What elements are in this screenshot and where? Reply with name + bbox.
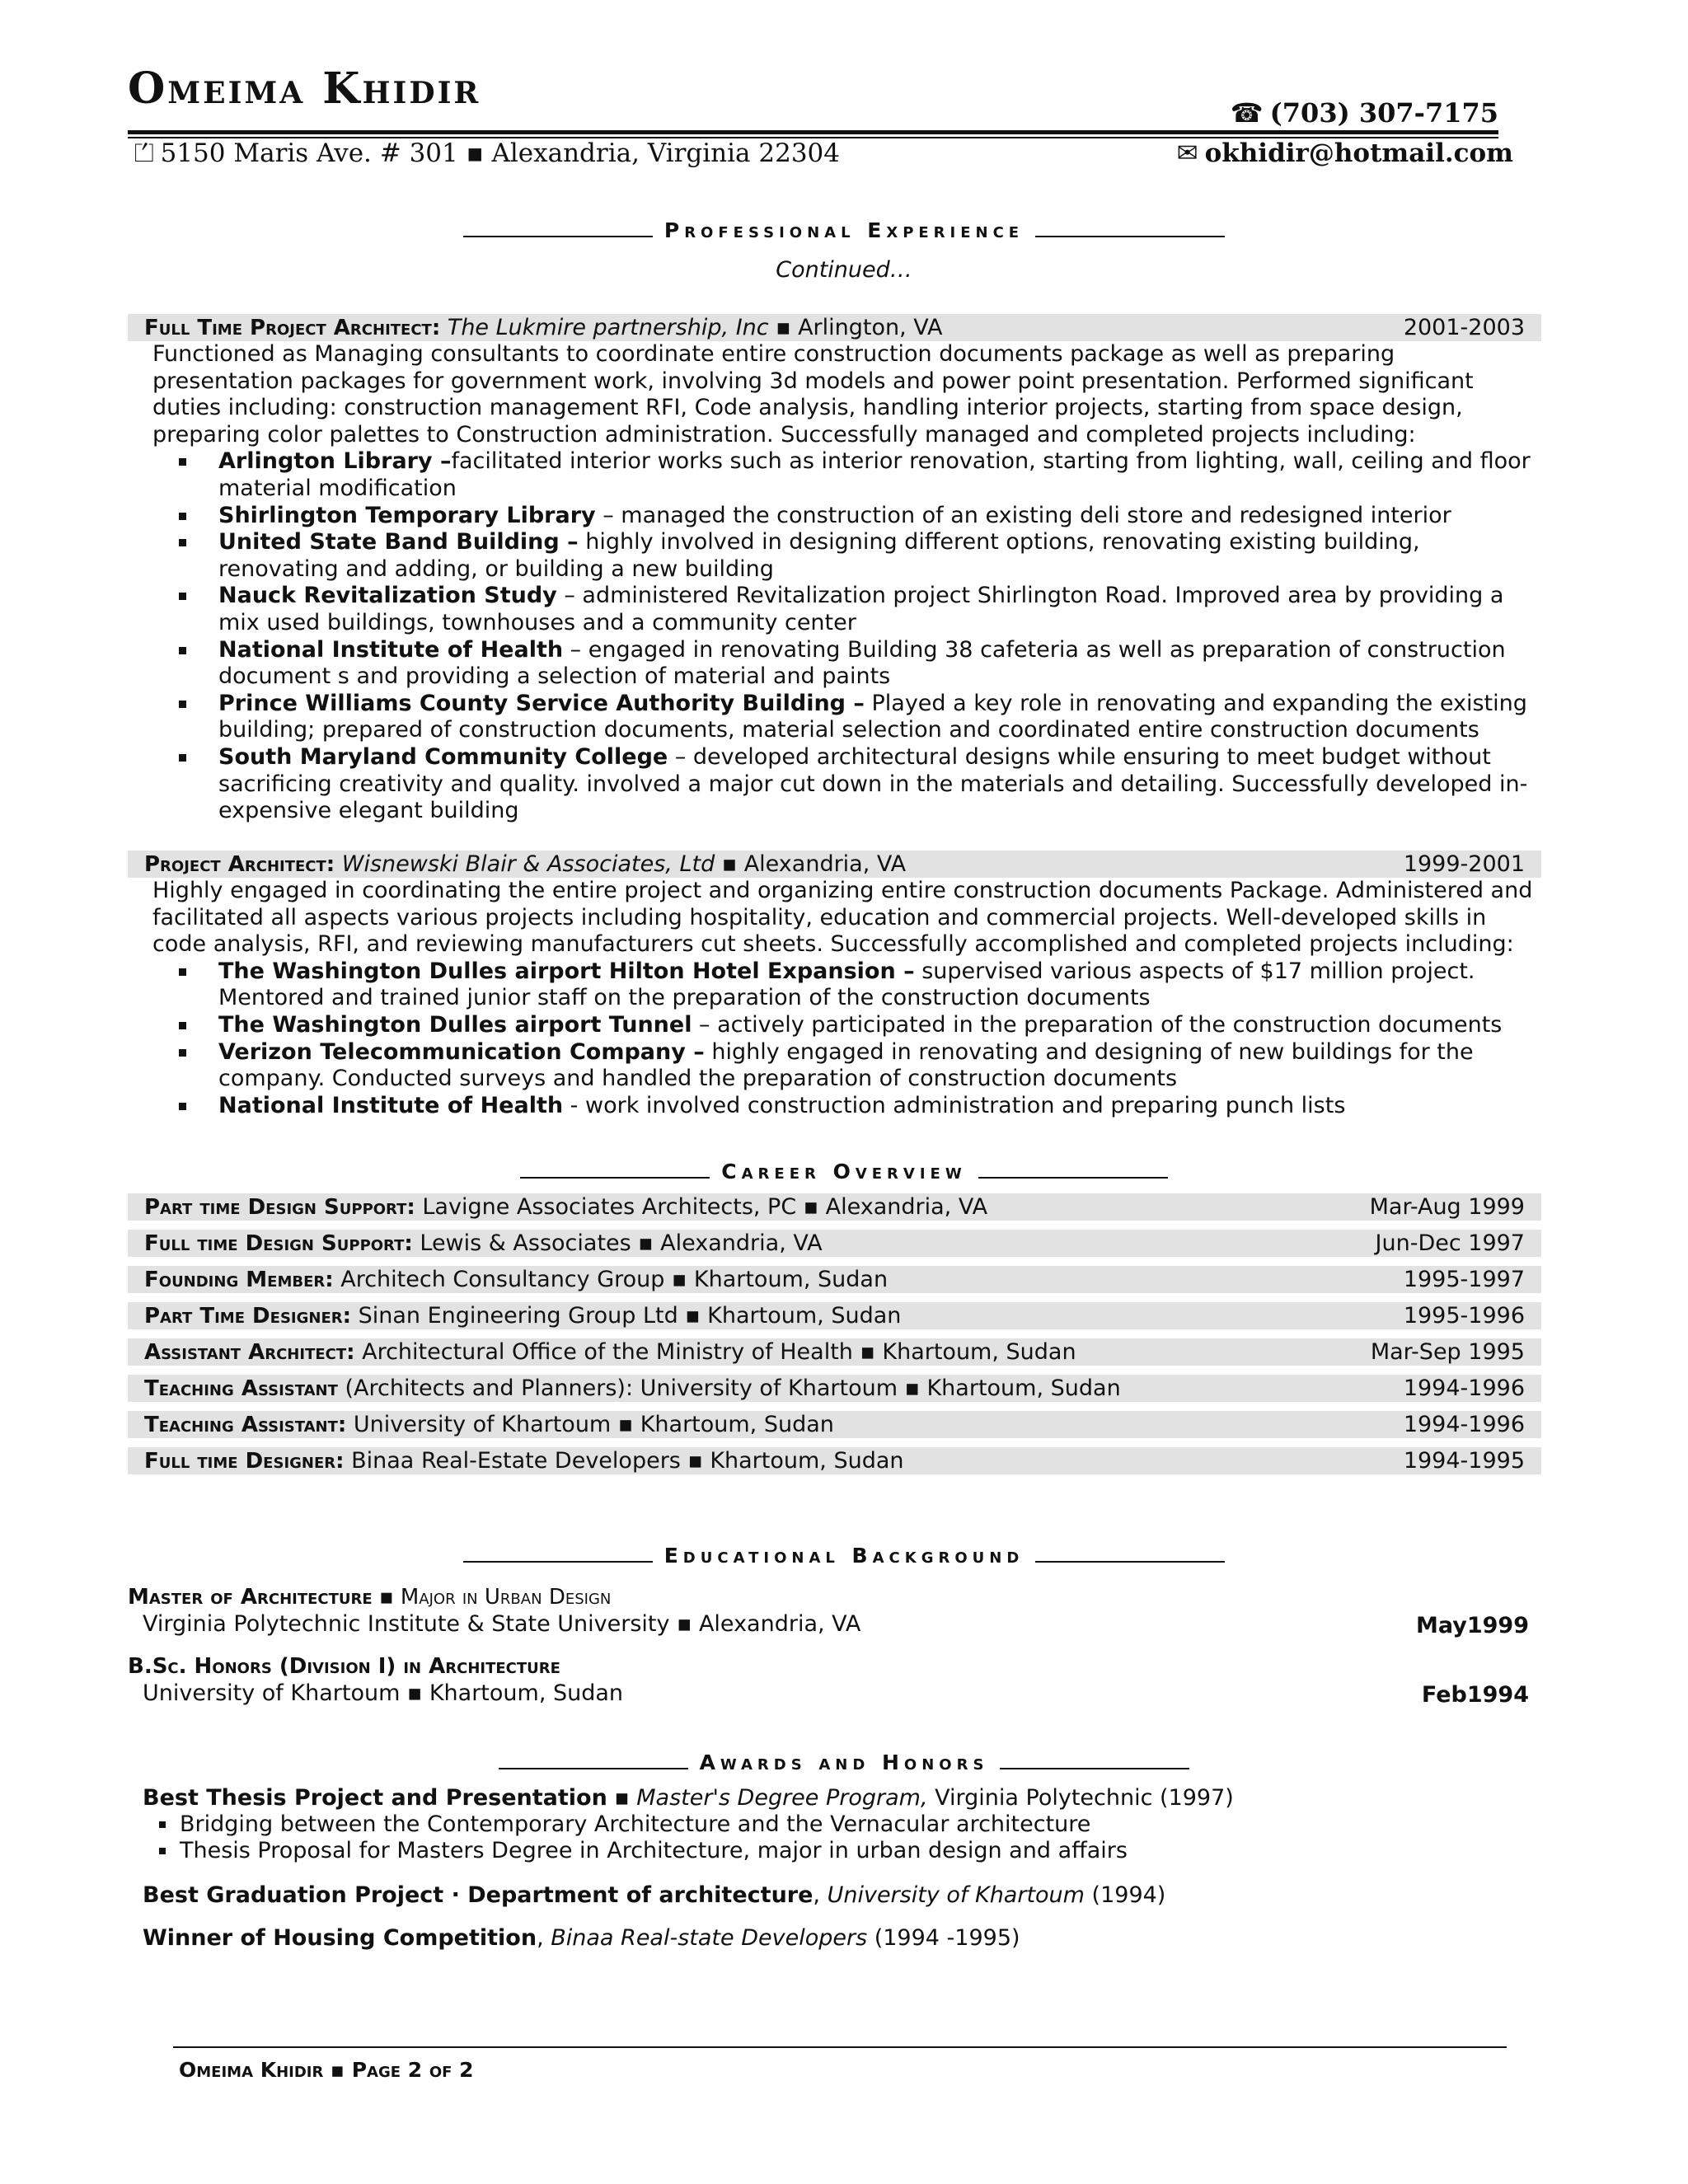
degree-date: May1999 — [1415, 1613, 1529, 1638]
table-row: Founding Member: Architech Consultancy Group ▪ Khartoum, Sudan 1995-1997 — [128, 1266, 1541, 1293]
job-description: Functioned as Managing consultants to coordinate entire construction documents package as well as preparing presentation packages for government work, involving 3d models and power point presentation. Performed significant duties including: construction management RFI, Code analysis, handling interior projects, starting from space design, preparing color palettes to Construction administration. Successfully managed and completed projects including: — [152, 341, 1474, 448]
section-title-experience: Professional Experience — [0, 218, 1688, 242]
section-title-awards: Awards and Honors — [0, 1750, 1688, 1774]
table-row: Part Time Designer: Sinan Engineering Group Ltd ▪ Khartoum, Sudan 1995-1996 — [128, 1302, 1541, 1329]
education-entry — [128, 1653, 1529, 1708]
career-table — [128, 1193, 1541, 1483]
table-row: Full time Design Support: Lewis & Associates ▪ Alexandria, VA Jun-Dec 1997 — [128, 1230, 1541, 1257]
table-row: Teaching Assistant (Architects and Planners): University of Khartoum ▪ Khartoum, Sudan 1994-1996 — [128, 1375, 1541, 1402]
table-row: Full time Designer: Binaa Real-Estate Developers ▪ Khartoum, Sudan 1994-1995 — [128, 1447, 1541, 1474]
award-entry: Winner of Housing Competition, Binaa Real-state Developers (1994 -1995) — [143, 1925, 1020, 1951]
list-item: Nauck Revitalization Study – administered Revitalization project Shirlington Road. Improved area by providing a mix used buildings, townhouses and a community center — [218, 583, 1541, 636]
list-item: Thesis Proposal for Masters Degree in Architecture, major in urban design and affairs — [180, 1838, 1234, 1864]
job-date: 2001-2003 — [1403, 315, 1525, 340]
address-text: 5150 Maris Ave. # 301 ▪ Alexandria, Virginia 22304 — [160, 138, 840, 168]
job-location: ▪ Arlington, VA — [768, 315, 943, 340]
job-date: 1999-2001 — [1403, 851, 1525, 877]
education-entry — [128, 1584, 1529, 1638]
table-row: Part time Design Support: Lavigne Associates Architects, PC ▪ Alexandria, VA Mar-Aug 1999 — [128, 1193, 1541, 1221]
list-item: Bridging between the Contemporary Architecture and the Vernacular architecture — [180, 1811, 1234, 1838]
job-org: The Lukmire partnership, Inc — [447, 315, 769, 340]
list-item: Prince Williams County Service Authority Building – Played a key role in renovating and expanding the existing building; prepared of construction documents, material selection and coordinated entire construction documents — [218, 691, 1541, 744]
email-text: okhidir@hotmail.com — [1204, 138, 1513, 168]
list-item: Arlington Library –facilitated interior works such as interior renovation, starting from lighting, wall, ceiling and floor material modification — [218, 448, 1541, 502]
job-description: Highly engaged in coordinating the entire project and organizing entire construction documents Package. Administered and facilitated all aspects various projects including hospitality, education and commercial projects. Well-developed skills in code analysis, RFI, and reviewing manufacturers cut sheets. Successfully accomplished and completed projects including: — [152, 878, 1533, 958]
project-list — [128, 448, 1541, 824]
email — [1177, 138, 1513, 168]
job-entry — [128, 314, 1541, 825]
list-item: Shirlington Temporary Library – managed the construction of an existing deli store and redesigned interior — [218, 503, 1541, 530]
job-title: Project Architect: — [144, 852, 335, 877]
list-item: The Washington Dulles airport Hilton Hotel Expansion – supervised various aspects of $17 million project. Mentored and trained junior staff on the preparation of the construction documents — [218, 958, 1541, 1012]
phone-text: (703) 307-7175 — [1269, 97, 1498, 129]
header-rule — [128, 130, 1498, 134]
school-name: Virginia Polytechnic Institute & State University ▪ Alexandria, VA — [143, 1611, 861, 1637]
envelope-icon: ✉ — [1176, 138, 1198, 168]
continued-note: Continued… — [776, 257, 912, 283]
job-header — [128, 851, 1541, 878]
footer-rule — [173, 2046, 1507, 2048]
list-item: Verizon Telecommunication Company – highly engaged in renovating and designing of new buildings for the company. Conducted surveys and handled the preparation of construction documents — [218, 1039, 1541, 1093]
award-entry: Best Graduation Project · Department of architecture, University of Khartoum (1994) — [143, 1882, 1166, 1908]
list-item: The Washington Dulles airport Tunnel – actively participated in the preparation of the construction documents — [218, 1012, 1541, 1039]
school-name: University of Khartoum ▪ Khartoum, Sudan — [143, 1680, 624, 1706]
job-org: Wisnewski Blair & Associates, Ltd — [341, 851, 715, 877]
award-details — [143, 1811, 1234, 1864]
phone-number — [1231, 97, 1498, 129]
list-item: United State Band Building – highly involved in designing different options, renovating existing building, renovating and adding, or building a new building — [218, 529, 1541, 583]
table-row: Assistant Architect: Architectural Office of the Ministry of Health ▪ Khartoum, Sudan Mar-Sep 1995 — [128, 1338, 1541, 1366]
project-list — [128, 958, 1541, 1120]
job-header — [128, 314, 1541, 341]
mailbox-icon: ⏍ — [134, 138, 154, 168]
section-title-career: Career Overview — [0, 1160, 1688, 1183]
degree-title: B.Sc. Honors (Division I) in Architecture — [128, 1654, 560, 1679]
degree-date: Feb1994 — [1421, 1682, 1529, 1708]
degree-title: Master of Architecture ▪ Major in Urban Design — [128, 1585, 612, 1610]
award-entry: Best Thesis Project and Presentation ▪ Master's Degree Program, Virginia Polytechnic (1997) Bridging between the Contemporary Architecture and the Vernacular architecture Thesis Proposal for Masters Degree in Architecture, major in urban design and affairs — [143, 1785, 1234, 1863]
job-location: ▪ Alexandria, VA — [715, 851, 907, 877]
candidate-name: Omeima Khidir — [128, 63, 481, 114]
list-item: National Institute of Health – engaged in renovating Building 38 cafeteria as well as preparation of construction document s and providing a selection of material and paints — [218, 637, 1541, 691]
address — [134, 138, 840, 169]
job-title: Full Time Project Architect: — [144, 316, 441, 340]
list-item: National Institute of Health - work involved construction administration and preparing punch lists — [218, 1093, 1541, 1120]
table-row: Teaching Assistant: University of Khartoum ▪ Khartoum, Sudan 1994-1996 — [128, 1411, 1541, 1438]
list-item: South Maryland Community College – developed architectural designs while ensuring to meet budget without sacrificing creativity and quality. involved a major cut down in the materials and detailing. Successfully developed in-expensive elegant building — [218, 744, 1541, 825]
page-footer: Omeima Khidir ▪ Page 2 of 2 — [179, 2058, 474, 2082]
section-title-education: Educational Background — [0, 1544, 1688, 1568]
phone-icon: ☎ — [1230, 97, 1264, 129]
job-entry — [128, 851, 1541, 1119]
